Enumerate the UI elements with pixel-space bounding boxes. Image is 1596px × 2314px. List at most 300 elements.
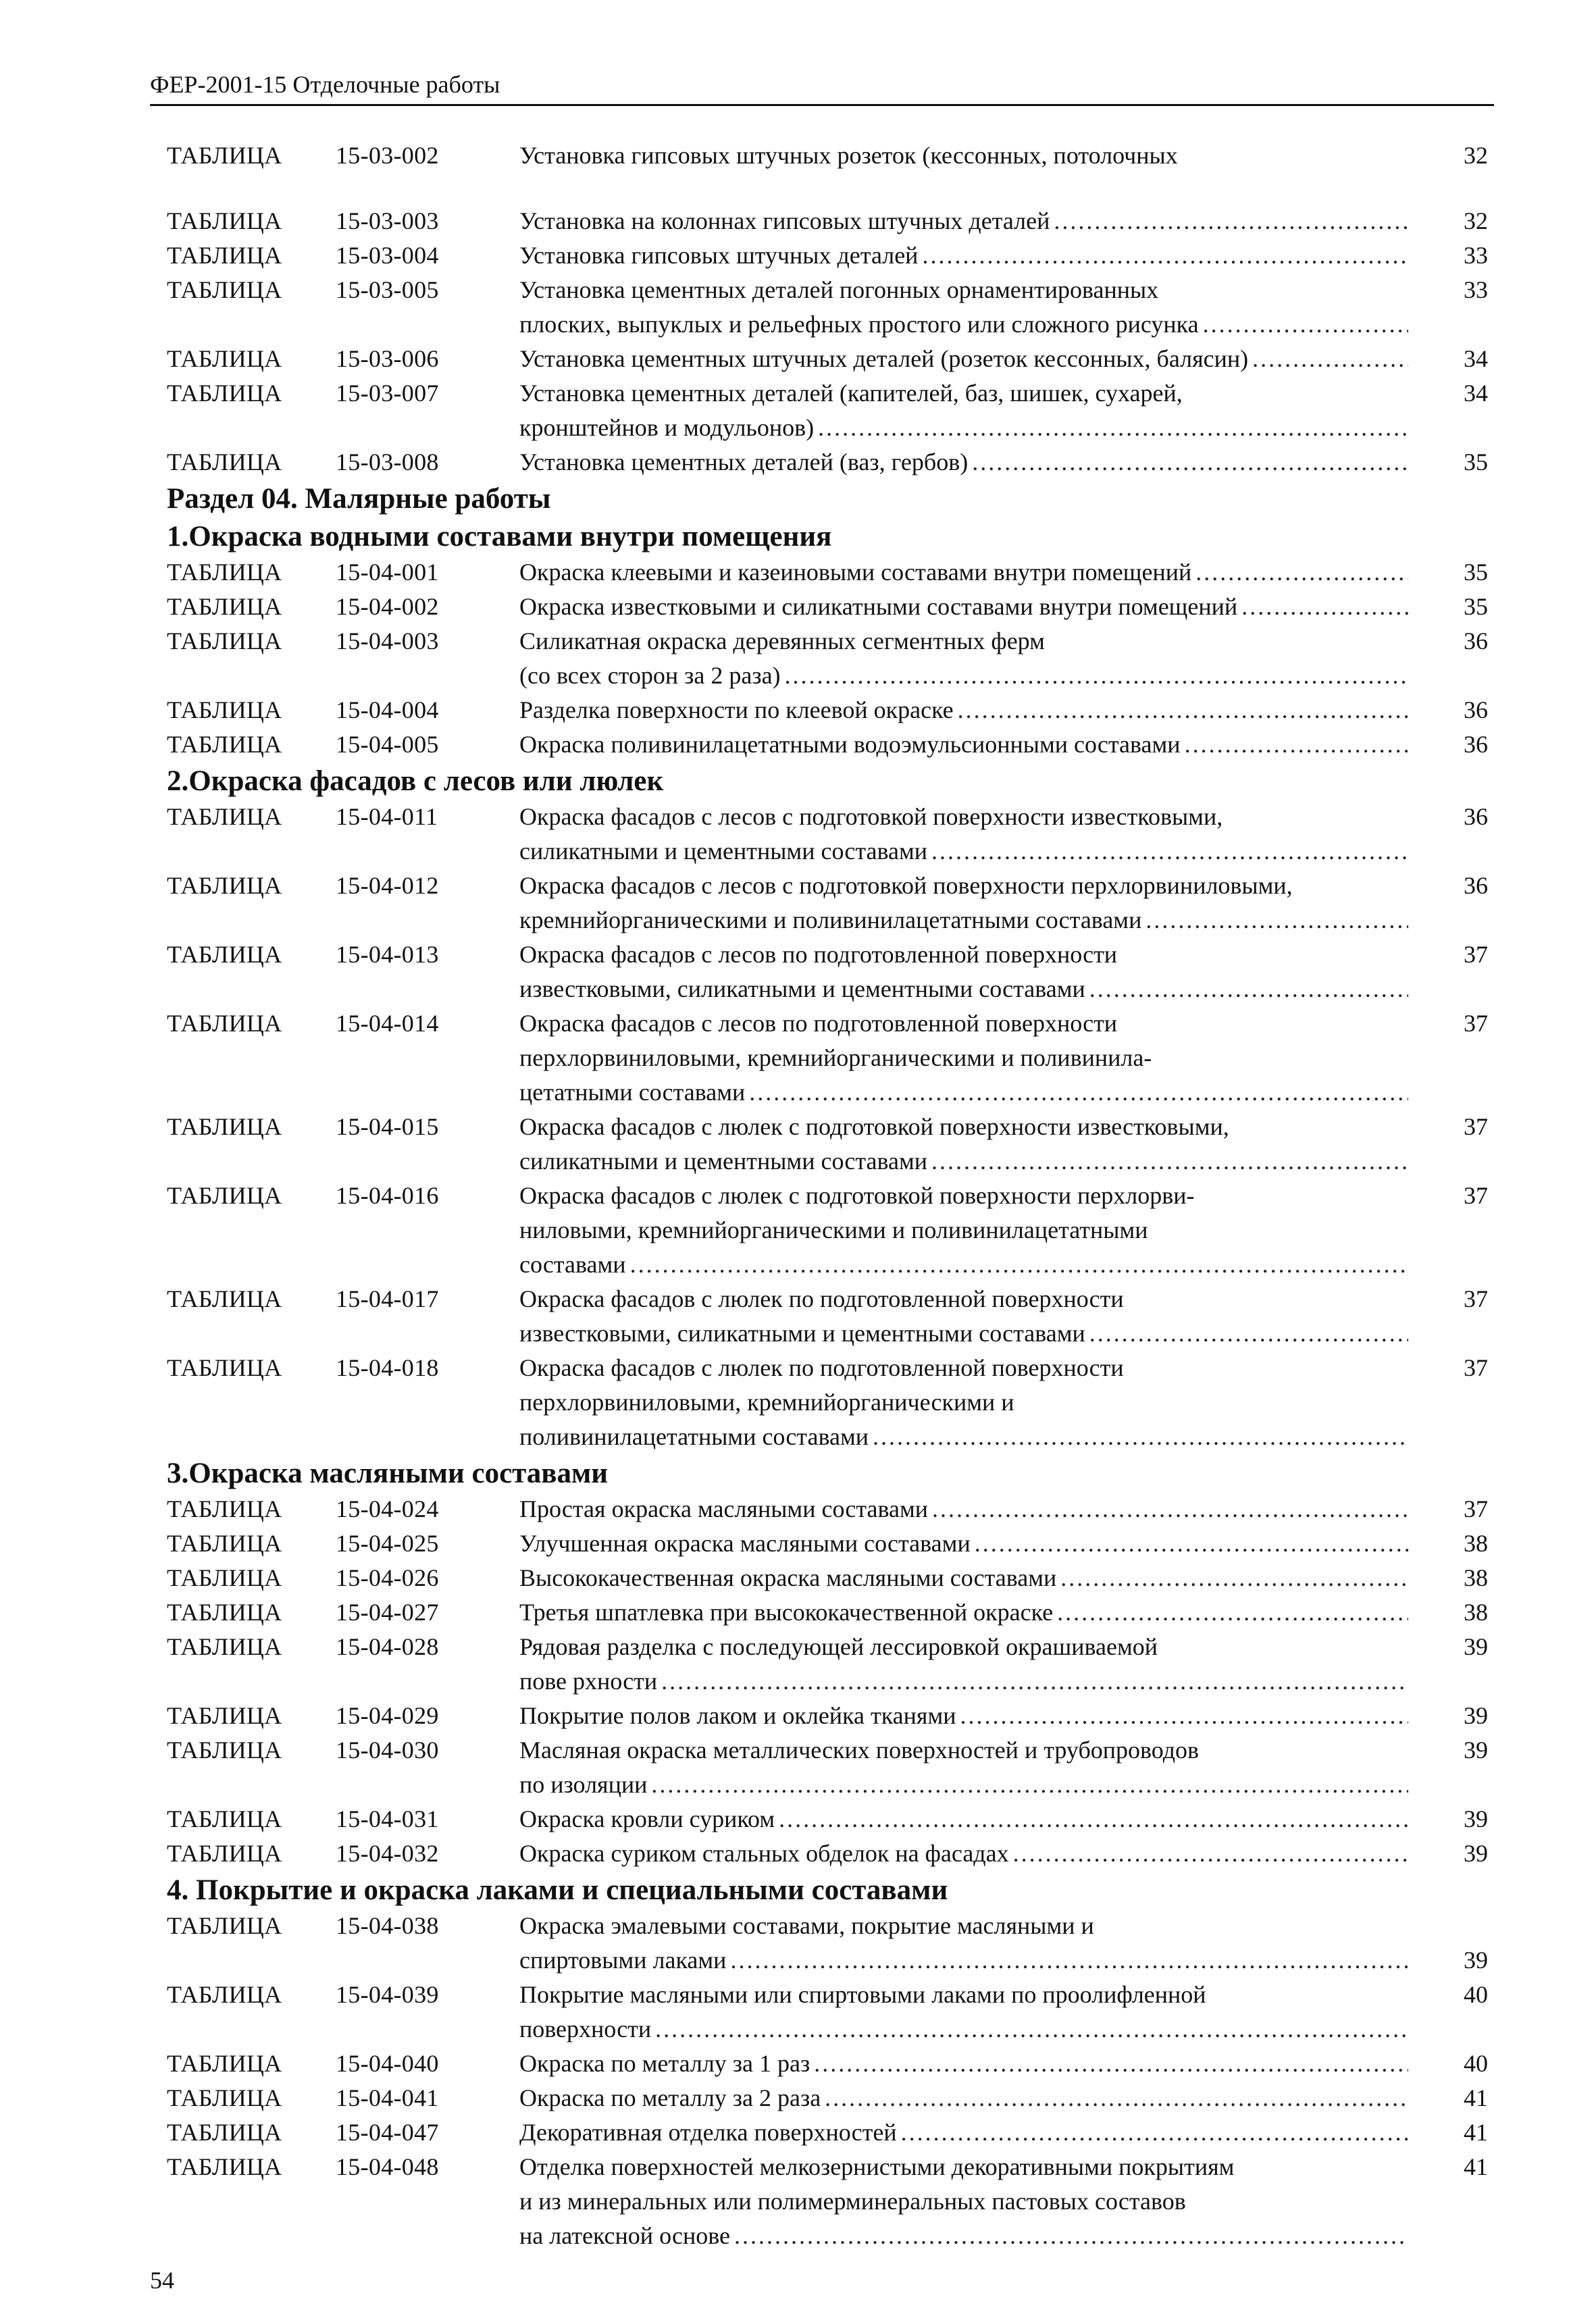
section-heading: 1.Окраска водными составами внутри помещения bbox=[167, 521, 832, 552]
toc-code: 15-04-014 bbox=[336, 1010, 439, 1037]
toc-code: 15-04-031 bbox=[336, 1805, 439, 1832]
toc-row bbox=[167, 869, 1488, 937]
toc-title-text: Окраска фасадов с лесов с подготовкой поверхности перхлорвиниловыми, bbox=[519, 872, 1293, 899]
toc-title bbox=[519, 1978, 1488, 2047]
toc-page-number: 36 bbox=[1464, 627, 1488, 654]
toc-title bbox=[519, 1561, 1488, 1595]
toc-title-text: Окраска фасадов с люлек по подготовленной поверхности bbox=[519, 1285, 1124, 1312]
toc-title-text: Окраска поливинилацетатными водоэмульсионными составами bbox=[519, 731, 1181, 758]
toc-title-line bbox=[519, 2012, 1408, 2047]
toc-page-number: 39 bbox=[1464, 1840, 1488, 1867]
toc-code: 15-03-007 bbox=[336, 380, 439, 407]
dot-leader bbox=[901, 2115, 1408, 2150]
toc-title bbox=[519, 238, 1488, 273]
toc-title-text: Окраска фасадов с лесов с подготовкой поверхности известковыми, bbox=[519, 803, 1223, 830]
toc-page-number: 41 bbox=[1464, 2084, 1488, 2111]
toc-row bbox=[167, 204, 1488, 238]
toc-title-text: пове рхности bbox=[519, 1668, 658, 1695]
toc-row bbox=[167, 1006, 1488, 1110]
dot-leader bbox=[630, 1248, 1408, 1282]
toc-title-text: Установка цементных штучных деталей (розеток кессонных, балясин) bbox=[519, 345, 1249, 372]
toc-page-number: 34 bbox=[1464, 345, 1488, 372]
toc-title-line bbox=[519, 1802, 1408, 1836]
toc-label: ТАБЛИЦА bbox=[167, 1182, 282, 1209]
toc-code: 15-03-008 bbox=[336, 448, 439, 475]
toc-title-text: Окраска клеевыми и казеиновыми составами внутри помещений bbox=[519, 559, 1192, 586]
toc-title bbox=[519, 1492, 1488, 1526]
toc-label: ТАБЛИЦА bbox=[167, 1495, 282, 1522]
dot-leader bbox=[1089, 1316, 1408, 1351]
toc-row bbox=[167, 376, 1488, 445]
section-heading: 2.Окраска фасадов с лесов или люлек bbox=[167, 765, 664, 797]
dot-leader bbox=[958, 693, 1408, 727]
toc-row bbox=[167, 1699, 1488, 1733]
toc-code: 15-04-028 bbox=[336, 1633, 439, 1660]
toc-row bbox=[167, 1282, 1488, 1351]
toc-code: 15-04-002 bbox=[336, 593, 439, 620]
toc-page-number: 40 bbox=[1464, 1981, 1488, 2008]
toc-title-line bbox=[519, 445, 1408, 480]
toc-title-line bbox=[519, 342, 1408, 376]
toc-title-line bbox=[519, 1144, 1408, 1179]
toc-row bbox=[167, 624, 1488, 693]
toc-title bbox=[519, 727, 1488, 762]
toc-code: 15-04-048 bbox=[336, 2153, 439, 2180]
toc-row bbox=[167, 1561, 1488, 1595]
toc-title bbox=[519, 2047, 1488, 2081]
dot-leader bbox=[1013, 1836, 1408, 1871]
running-header: ФЕР-2001-15 Отделочные работы bbox=[150, 68, 1494, 106]
toc-page-number: 37 bbox=[1464, 941, 1488, 968]
toc-label: ТАБЛИЦА bbox=[167, 2050, 282, 2077]
dot-leader bbox=[651, 1768, 1408, 1802]
toc-row bbox=[167, 1630, 1488, 1699]
toc-title bbox=[519, 1006, 1488, 1110]
toc-title-line bbox=[519, 238, 1408, 273]
toc-title-text: Окраска фасадов с люлек по подготовленной поверхности bbox=[519, 1354, 1124, 1381]
toc-page-number: 39 bbox=[1464, 1702, 1488, 1729]
toc-code: 15-03-003 bbox=[336, 207, 439, 234]
toc-code: 15-04-026 bbox=[336, 1564, 439, 1591]
toc-code: 15-04-040 bbox=[336, 2050, 439, 2077]
toc-title-text: кронштейнов и модульонов) bbox=[519, 414, 815, 441]
toc-title-text: Высококачественная окраска масляными составами bbox=[519, 1564, 1057, 1591]
toc-title bbox=[519, 1733, 1488, 1802]
toc-row bbox=[167, 590, 1488, 624]
toc-page-number: 32 bbox=[1464, 207, 1488, 234]
toc-title-line bbox=[519, 693, 1408, 727]
toc-title-text: Отделка поверхностей мелкозернистыми декоративными покрытиям bbox=[519, 2153, 1235, 2180]
toc-title bbox=[519, 1699, 1488, 1733]
toc-row bbox=[167, 937, 1488, 1006]
toc-title-text: Окраска по металлу за 2 раза bbox=[519, 2084, 821, 2111]
toc-page-number: 35 bbox=[1464, 559, 1488, 586]
toc-title-line bbox=[519, 204, 1408, 238]
dot-leader bbox=[931, 834, 1408, 869]
toc-title bbox=[519, 1110, 1488, 1179]
toc-label: ТАБЛИЦА bbox=[167, 941, 282, 968]
dot-leader bbox=[960, 1699, 1408, 1733]
toc-label: ТАБЛИЦА bbox=[167, 731, 282, 758]
toc-title-text: Установка цементных деталей погонных орнаментированных bbox=[519, 276, 1159, 303]
dot-leader bbox=[972, 445, 1408, 480]
toc-label: ТАБЛИЦА bbox=[167, 1633, 282, 1660]
toc-title-line bbox=[519, 1561, 1408, 1595]
toc-title-line bbox=[519, 1385, 1408, 1420]
toc-code: 15-04-025 bbox=[336, 1530, 439, 1557]
toc-row bbox=[167, 1595, 1488, 1630]
toc-label: ТАБЛИЦА bbox=[167, 627, 282, 654]
toc-row bbox=[167, 1802, 1488, 1836]
toc-code: 15-04-032 bbox=[336, 1840, 439, 1867]
toc-title-line bbox=[519, 307, 1408, 342]
toc-page-number: 35 bbox=[1464, 593, 1488, 620]
toc-label: ТАБЛИЦА bbox=[167, 1981, 282, 2008]
toc-page-number: 37 bbox=[1464, 1354, 1488, 1381]
toc-title-text: плоских, выпуклых и рельефных простого или сложного рисунка bbox=[519, 311, 1199, 338]
toc-code: 15-04-038 bbox=[336, 1912, 439, 1939]
toc-label: ТАБЛИЦА bbox=[167, 696, 282, 723]
toc-code: 15-03-006 bbox=[336, 345, 439, 372]
toc-title-text: силикатными и цементными составами bbox=[519, 838, 928, 865]
dot-leader bbox=[931, 1144, 1408, 1179]
toc-title-text: поверхности bbox=[519, 2015, 652, 2042]
toc-title-text: на латексной основе bbox=[519, 2222, 730, 2249]
toc-page-number: 37 bbox=[1464, 1010, 1488, 1037]
toc-title-line bbox=[519, 1909, 1408, 1943]
toc-code: 15-04-017 bbox=[336, 1285, 439, 1312]
toc-code: 15-04-047 bbox=[336, 2119, 439, 2146]
toc-title-text: Рядовая разделка с последующей лессировкой окрашиваемой bbox=[519, 1633, 1158, 1660]
toc-row bbox=[167, 342, 1488, 376]
toc-label: ТАБЛИЦА bbox=[167, 2119, 282, 2146]
toc-label: ТАБЛИЦА bbox=[167, 872, 282, 899]
toc-title-line bbox=[519, 1733, 1408, 1768]
toc-page-number: 36 bbox=[1464, 803, 1488, 830]
toc-title-line bbox=[519, 1041, 1408, 1075]
page-number: 54 bbox=[150, 2267, 174, 2294]
toc-title-text: Окраска кровли суриком bbox=[519, 1805, 775, 1832]
toc-title-line bbox=[519, 903, 1408, 937]
toc-label: ТАБЛИЦА bbox=[167, 448, 282, 475]
toc-label: ТАБЛИЦА bbox=[167, 2153, 282, 2180]
toc-row bbox=[167, 1909, 1488, 1978]
dot-leader bbox=[1145, 903, 1408, 937]
dot-leader bbox=[1252, 342, 1408, 376]
toc-title bbox=[519, 1802, 1488, 1836]
dot-leader bbox=[1241, 590, 1408, 624]
toc-code: 15-04-012 bbox=[336, 872, 439, 899]
toc-page-number: 41 bbox=[1464, 2153, 1488, 2180]
toc-code: 15-04-003 bbox=[336, 627, 439, 654]
toc-title-text: ниловыми, кремнийорганическими и поливинилацетатными bbox=[519, 1216, 1148, 1243]
toc-title bbox=[519, 693, 1488, 727]
toc-page-number: 33 bbox=[1464, 242, 1488, 269]
dot-leader bbox=[1185, 727, 1408, 762]
toc-title-text: Простая окраска масляными составами bbox=[519, 1495, 929, 1522]
toc-row bbox=[167, 445, 1488, 480]
toc-title-text: Установка цементных деталей (ваз, гербов) bbox=[519, 448, 969, 475]
toc-code: 15-04-029 bbox=[336, 1702, 439, 1729]
toc-title bbox=[519, 1179, 1488, 1282]
dot-leader bbox=[734, 2219, 1408, 2253]
toc-row bbox=[167, 1978, 1488, 2047]
toc-title-line bbox=[519, 2150, 1408, 2184]
section-heading: Раздел 04. Малярные работы bbox=[167, 483, 551, 515]
toc-title-line bbox=[519, 1248, 1408, 1282]
toc-label: ТАБЛИЦА bbox=[167, 1564, 282, 1591]
toc-title-text: поливинилацетатными составами bbox=[519, 1423, 869, 1450]
toc-code: 15-03-005 bbox=[336, 276, 439, 303]
toc-label: ТАБЛИЦА bbox=[167, 242, 282, 269]
toc-page-number: 33 bbox=[1464, 276, 1488, 303]
toc-code: 15-04-024 bbox=[336, 1495, 439, 1522]
toc-title-line bbox=[519, 376, 1408, 411]
toc-title bbox=[519, 1909, 1488, 1978]
toc-title bbox=[519, 1595, 1488, 1630]
toc-title bbox=[519, 342, 1488, 376]
toc-title-text: известковыми, силикатными и цементными составами bbox=[519, 975, 1085, 1002]
toc-title bbox=[519, 273, 1488, 342]
toc-title-line bbox=[519, 2047, 1408, 2081]
toc-title-line bbox=[519, 1526, 1408, 1561]
toc-title-line bbox=[519, 727, 1408, 762]
toc-code: 15-04-015 bbox=[336, 1113, 439, 1140]
toc-title-line bbox=[519, 800, 1408, 834]
toc-title-line bbox=[519, 1630, 1408, 1664]
toc-row bbox=[167, 555, 1488, 590]
toc-title bbox=[519, 869, 1488, 937]
toc-title-text: и из минеральных или полимерминеральных пастовых составов bbox=[519, 2188, 1186, 2215]
toc-title-line bbox=[519, 138, 1408, 173]
toc-row bbox=[167, 1836, 1488, 1871]
toc-row bbox=[167, 1110, 1488, 1179]
toc-title-text: по изоляции bbox=[519, 1771, 648, 1798]
toc-code: 15-03-004 bbox=[336, 242, 439, 269]
toc-code: 15-04-011 bbox=[336, 803, 438, 830]
toc-label: ТАБЛИЦА bbox=[167, 1010, 282, 1037]
toc-title-line bbox=[519, 2184, 1408, 2219]
toc-row bbox=[167, 238, 1488, 273]
toc-row bbox=[167, 1492, 1488, 1526]
toc-title bbox=[519, 445, 1488, 480]
toc-title-text: Установка цементных деталей (капителей, баз, шишек, сухарей, bbox=[519, 380, 1183, 407]
toc-row bbox=[167, 1179, 1488, 1282]
toc-code: 15-04-039 bbox=[336, 1981, 439, 2008]
toc-page-number: 39 bbox=[1464, 1947, 1488, 1974]
toc-title-text: известковыми, силикатными и цементными составами bbox=[519, 1320, 1085, 1347]
toc-code: 15-04-041 bbox=[336, 2084, 439, 2111]
toc-row bbox=[167, 1351, 1488, 1454]
section-heading: 4. Покрытие и окраска лаками и специальными составами bbox=[167, 1874, 948, 1906]
toc-page-number: 36 bbox=[1464, 872, 1488, 899]
toc-title-text: Окраска известковыми и силикатными составами внутри помещений bbox=[519, 593, 1238, 620]
toc-title bbox=[519, 1526, 1488, 1561]
dot-leader bbox=[1057, 1595, 1408, 1630]
toc-label: ТАБЛИЦА bbox=[167, 803, 282, 830]
toc-title-line bbox=[519, 1351, 1408, 1385]
toc-title-line bbox=[519, 972, 1408, 1006]
toc-row bbox=[167, 2115, 1488, 2150]
toc-title bbox=[519, 624, 1488, 693]
toc-page-number: 35 bbox=[1464, 448, 1488, 475]
toc-title-text: силикатными и цементными составами bbox=[519, 1148, 928, 1175]
toc-page-number: 32 bbox=[1464, 142, 1488, 169]
toc-page-number: 37 bbox=[1464, 1113, 1488, 1140]
toc-title bbox=[519, 800, 1488, 869]
dot-leader bbox=[814, 2047, 1408, 2081]
toc-title bbox=[519, 1282, 1488, 1351]
toc-title-line bbox=[519, 834, 1408, 869]
toc-code: 15-04-030 bbox=[336, 1737, 439, 1764]
toc-title bbox=[519, 2115, 1488, 2150]
toc-title bbox=[519, 590, 1488, 624]
toc-title-line bbox=[519, 1664, 1408, 1699]
toc-title-text: Декоративная отделка поверхностей bbox=[519, 2119, 897, 2146]
toc-title-text: Установка гипсовых штучных розеток (кессонных, потолочных bbox=[519, 142, 1178, 169]
toc-page-number: 40 bbox=[1464, 2050, 1488, 2077]
toc-label: ТАБЛИЦА bbox=[167, 207, 282, 234]
toc-title-line bbox=[519, 1213, 1408, 1248]
toc-title-line bbox=[519, 1179, 1408, 1213]
toc-title-text: перхлорвиниловыми, кремнийорганическими и bbox=[519, 1389, 1014, 1416]
toc-row bbox=[167, 1733, 1488, 1802]
toc-title-text: Покрытие полов лаком и оклейка тканями bbox=[519, 1702, 956, 1729]
toc-title-text: Разделка поверхности по клеевой окраске bbox=[519, 696, 954, 723]
toc-label: ТАБЛИЦА bbox=[167, 1737, 282, 1764]
toc-label: ТАБЛИЦА bbox=[167, 1285, 282, 1312]
toc-title bbox=[519, 2150, 1488, 2253]
toc-title-text: Силикатная окраска деревянных сегментных ферм bbox=[519, 627, 1045, 654]
toc-title-text: Окраска по металлу за 1 раз bbox=[519, 2050, 810, 2077]
toc-title-line bbox=[519, 1595, 1408, 1630]
toc-code: 15-04-004 bbox=[336, 696, 439, 723]
toc-title bbox=[519, 555, 1488, 590]
toc-label: ТАБЛИЦА bbox=[167, 593, 282, 620]
toc-title-line bbox=[519, 1110, 1408, 1144]
toc-label: ТАБЛИЦА bbox=[167, 559, 282, 586]
toc-title-line bbox=[519, 1075, 1408, 1110]
toc-title-line bbox=[519, 2115, 1408, 2150]
toc-title-text: составами bbox=[519, 1251, 626, 1278]
toc-title bbox=[519, 204, 1488, 238]
toc-title bbox=[519, 1351, 1488, 1454]
toc-title bbox=[519, 376, 1488, 445]
dot-leader bbox=[932, 1492, 1408, 1526]
dot-leader bbox=[818, 411, 1408, 445]
toc-title-line bbox=[519, 2081, 1408, 2115]
dot-leader bbox=[749, 1075, 1408, 1110]
toc-label: ТАБЛИЦА bbox=[167, 1805, 282, 1832]
toc-title-text: Установка гипсовых штучных деталей bbox=[519, 242, 919, 269]
dot-leader bbox=[1054, 204, 1408, 238]
toc-title-line bbox=[519, 2219, 1408, 2253]
toc-row bbox=[167, 2150, 1488, 2253]
toc-title-line bbox=[519, 1006, 1408, 1041]
dot-leader bbox=[1195, 555, 1408, 590]
dot-leader bbox=[922, 238, 1408, 273]
toc-title-text: Третья шпатлевка при высококачественной окраске bbox=[519, 1599, 1054, 1626]
toc-page-number: 38 bbox=[1464, 1599, 1488, 1626]
toc-title-text: спиртовыми лаками bbox=[519, 1947, 727, 1974]
toc-title-line bbox=[519, 659, 1408, 693]
dot-leader bbox=[975, 1526, 1408, 1561]
toc-page-number: 38 bbox=[1464, 1564, 1488, 1591]
toc-code: 15-04-016 bbox=[336, 1182, 439, 1209]
toc-title-line bbox=[519, 590, 1408, 624]
dot-leader bbox=[730, 1943, 1408, 1978]
table-of-contents bbox=[167, 138, 1488, 2253]
toc-page-number: 34 bbox=[1464, 380, 1488, 407]
toc-title-line bbox=[519, 869, 1408, 903]
toc-code: 15-04-027 bbox=[336, 1599, 439, 1626]
toc-title bbox=[519, 1836, 1488, 1871]
toc-label: ТАБЛИЦА bbox=[167, 276, 282, 303]
dot-leader bbox=[1089, 972, 1408, 1006]
toc-title-text: Улучшенная окраска масляными составами bbox=[519, 1530, 971, 1557]
dot-leader bbox=[661, 1664, 1408, 1699]
toc-page-number: 39 bbox=[1464, 1737, 1488, 1764]
toc-title-text: Покрытие масляными или спиртовыми лаками по проолифленной bbox=[519, 1981, 1206, 2008]
toc-label: ТАБЛИЦА bbox=[167, 2084, 282, 2111]
toc-code: 15-03-002 bbox=[336, 142, 439, 169]
toc-label: ТАБЛИЦА bbox=[167, 1530, 282, 1557]
toc-code: 15-04-013 bbox=[336, 941, 439, 968]
section-heading: 3.Окраска масляными составами bbox=[167, 1458, 609, 1489]
dot-leader bbox=[825, 2081, 1408, 2115]
toc-label: ТАБЛИЦА bbox=[167, 142, 282, 169]
toc-page-number: 39 bbox=[1464, 1805, 1488, 1832]
toc-title-text: Окраска фасадов с люлек с подготовкой поверхности перхлорви- bbox=[519, 1182, 1195, 1209]
dot-leader bbox=[873, 1420, 1408, 1454]
toc-label: ТАБЛИЦА bbox=[167, 1354, 282, 1381]
dot-leader bbox=[1203, 307, 1408, 342]
toc-label: ТАБЛИЦА bbox=[167, 1912, 282, 1939]
toc-title-text: Окраска фасадов с лесов по подготовленной поверхности bbox=[519, 941, 1118, 968]
toc-label: ТАБЛИЦА bbox=[167, 380, 282, 407]
toc-title-text: перхлорвиниловыми, кремнийорганическими и поливинила- bbox=[519, 1044, 1152, 1071]
toc-title-text: (со всех сторон за 2 раза) bbox=[519, 662, 781, 689]
toc-page-number: 37 bbox=[1464, 1495, 1488, 1522]
toc-label: ТАБЛИЦА bbox=[167, 1113, 282, 1140]
toc-row bbox=[167, 727, 1488, 762]
toc-title bbox=[519, 138, 1488, 173]
toc-title-text: Масляная окраска металлических поверхностей и трубопроводов bbox=[519, 1737, 1200, 1764]
toc-title bbox=[519, 1630, 1488, 1699]
toc-title-line bbox=[519, 937, 1408, 972]
toc-label: ТАБЛИЦА bbox=[167, 1599, 282, 1626]
toc-row bbox=[167, 800, 1488, 869]
toc-title-text: Окраска эмалевыми составами, покрытие масляными и bbox=[519, 1912, 1094, 1939]
dot-leader bbox=[779, 1802, 1408, 1836]
dot-leader bbox=[1060, 1561, 1408, 1595]
dot-leader bbox=[785, 659, 1408, 693]
toc-title-line bbox=[519, 1943, 1408, 1978]
dot-leader bbox=[655, 2012, 1408, 2047]
toc-label: ТАБЛИЦА bbox=[167, 1840, 282, 1867]
toc-title-line bbox=[519, 1978, 1408, 2012]
toc-page-number: 36 bbox=[1464, 731, 1488, 758]
toc-page-number: 37 bbox=[1464, 1182, 1488, 1209]
toc-page-number: 39 bbox=[1464, 1633, 1488, 1660]
toc-row bbox=[167, 1526, 1488, 1561]
toc-title-line bbox=[519, 1420, 1408, 1454]
toc-title-line bbox=[519, 411, 1408, 445]
toc-row bbox=[167, 138, 1488, 173]
toc-code: 15-04-018 bbox=[336, 1354, 439, 1381]
toc-title-line bbox=[519, 1316, 1408, 1351]
toc-page-number: 36 bbox=[1464, 696, 1488, 723]
